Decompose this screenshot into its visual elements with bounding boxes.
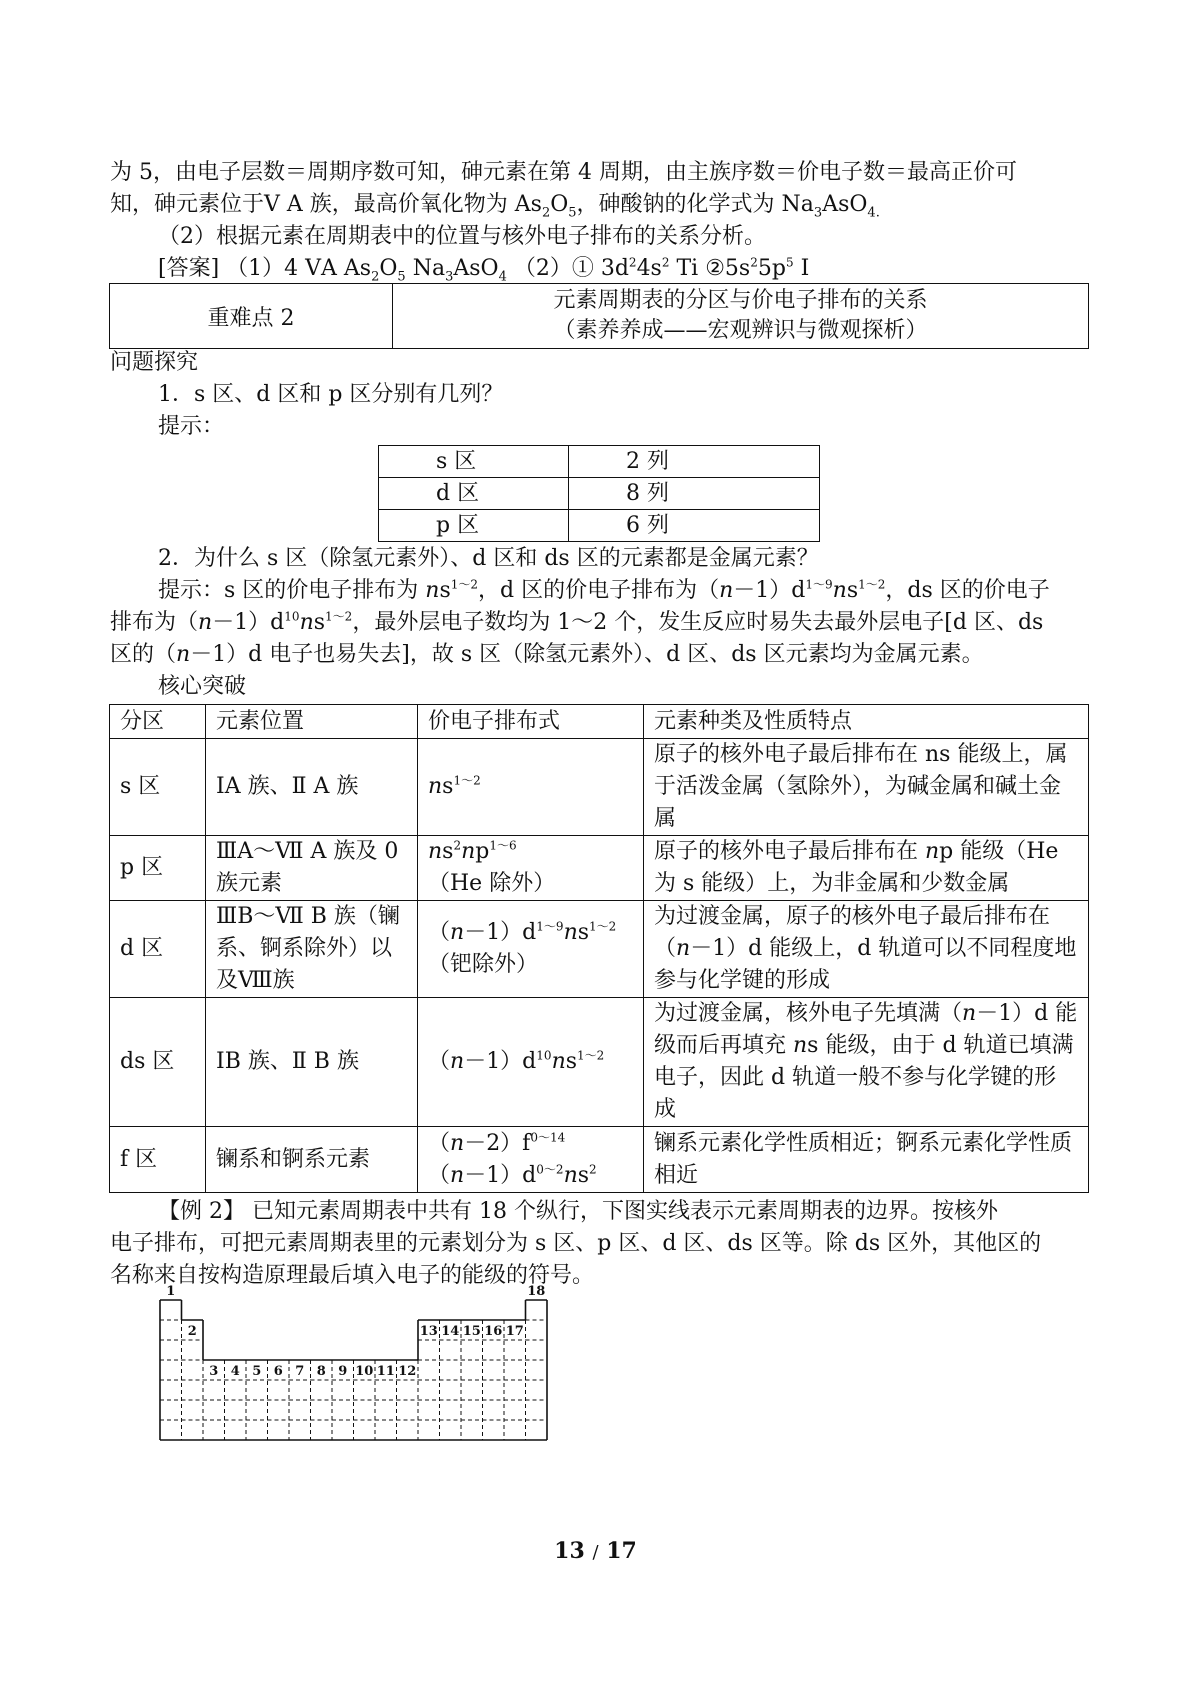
cell-config: $ns^{1\sim 2}$ [418,739,644,836]
table-row [379,478,820,510]
table-row [110,1127,1089,1193]
cell-zone: d 区 [110,901,206,998]
column-label: 18 [527,1284,546,1299]
header-position: 元素位置 [206,705,418,739]
para-line-1: 为 5，由电子层数＝周期序数可知，砷元素在第 4 周期，由主族序数＝价电子数＝最高正价可 [110,160,1017,185]
cell-desc: 镧系元素化学性质相近；锕系元素化学性质相近 [644,1127,1089,1193]
column-label: 12 [398,1364,417,1379]
cell-position: ⅠB 族、Ⅱ B 族 [206,998,418,1127]
cell-desc: 为过渡金属，原子的核外电子最后排布在（n－1）d 能级上，d 轨道可以不同程度地参与化学键的形成 [644,901,1089,998]
cell-zone: p 区 [110,836,206,901]
hint-zone: s 区 [379,446,569,478]
column-label: 8 [316,1364,326,1379]
column-label: 2 [187,1324,197,1339]
periodic-table-labels [166,1284,545,1379]
column-label: 13 [419,1324,438,1339]
column-label: 3 [209,1364,219,1379]
page-total: 17 [606,1538,637,1564]
question-1: 1．s 区、d 区和 p 区分别有几列？ [158,382,504,407]
page-number [0,1538,1191,1564]
cell-config: $(n-1)d^{10}ns^{1\sim 2}$ [418,998,644,1127]
page-separator: / [592,1542,599,1563]
example-line-3: 名称来自按构造原理最后填入电子的能级的符号。 [110,1263,595,1288]
example-line-2: 电子排布，可把元素周期表里的元素划分为 s 区、p 区、d 区、ds 区等。除 ds 区外，其他区的 [110,1231,1042,1256]
column-label: 14 [441,1324,460,1339]
cell-config: $ns^2np^{1\sim 6}(He$ 除外） [418,836,644,901]
header-desc: 元素种类及性质特点 [644,705,1089,739]
para-line-3: （2）根据元素在周期表中的位置与核外电子排布的关系分析。 [158,224,766,249]
header-zone: 分区 [110,705,206,739]
para-line-2: 知，砷元素位于Ⅴ A 族，最高价氧化物为 $As_2O_5$，砷酸钠的化学式为 $Na_3AsO_{4.}$ [110,192,880,221]
answer-line: [答案] （1）4 ⅤA $As_2O_5$ $Na_3AsO_4$ （2）① $3d^24s^2$ Ti $②5s^25p^5$ I [158,255,810,285]
cell-config: $(n-2)f^{0\sim 14}$ $(n-1)d^{0\sim 2}ns^2$ [418,1127,644,1193]
cell-zone: f 区 [110,1127,206,1193]
column-label: 11 [376,1364,395,1379]
cell-position: 镧系和锕系元素 [206,1127,418,1193]
column-label: 6 [273,1364,283,1379]
cell-zone: ds 区 [110,998,206,1127]
hint-zone: p 区 [379,510,569,542]
column-label: 9 [338,1364,348,1379]
periodic-table-figure [150,1280,570,1460]
answer-2-line-2: 排布为$(n-1)d^{10}ns^{1\sim 2}$，最外层电子数均为 1～2 个，发生反应时易失去最外层电子[d 区、ds [110,609,1044,635]
topic-label: 重难点 2 [110,284,393,349]
cell-desc: 原子的核外电子最后排布在 ns 能级上，属于活泼金属（氢除外），为碱金属和碱土金属 [644,739,1089,836]
cell-desc: 为过渡金属，核外电子先填满（n－1）d 能级而后再填充 ns 能级，由于 d 轨道已填满电子，因此 d 轨道一般不参与化学键的形成 [644,998,1089,1127]
table-row [110,739,1089,836]
table-header-row [110,705,1089,739]
cell-zone: s 区 [110,739,206,836]
hint-label: 提示： [158,414,225,439]
cell-position: ⅠA 族、Ⅱ A 族 [206,739,418,836]
cell-position: ⅢA～Ⅶ A 族及 0 族元素 [206,836,418,901]
page-current: 13 [554,1538,585,1564]
core-table [109,704,1089,1193]
answer-2-line-3: 区的（n－1）d 电子也易失去]，故 s 区（除氢元素外）、d 区、ds 区元素均为金属元素。 [110,642,984,667]
topic-box [109,283,1089,349]
cell-config: $(n-1)d^{1\sim 9}ns^{1\sim 2}$（钯除外） [418,901,644,998]
cell-desc: 原子的核外电子最后排布在 np 能级（He 为 s 能级）上，为非金属和少数金属 [644,836,1089,901]
column-label: 15 [462,1324,481,1339]
topic-title: 元素周期表的分区与价电子排布的关系 [553,288,928,313]
answer-2-line-1: 提示：s 区的价电子排布为 $ns^{1\sim 2}$，d 区的价电子排布为$(n-1)d^{1\sim 9}ns^{1\sim 2}$，ds 区的价电子 [158,577,1050,603]
hint-cols: 2 列 [569,446,820,478]
hint-cols: 8 列 [569,478,820,510]
table-row [379,510,820,542]
hint-cols: 6 列 [569,510,820,542]
table-row [110,998,1089,1127]
example-line-1: 【例 2】 已知元素周期表中共有 18 个纵行，下图实线表示元素周期表的边界。按核外 [158,1199,998,1224]
explore-heading: 问题探究 [110,350,199,375]
table-row [110,836,1089,901]
question-2: 2．为什么 s 区（除氢元素外）、d 区和 ds 区的元素都是金属元素？ [158,546,819,571]
cell-position: ⅢB～Ⅶ B 族（镧系、锕系除外）以及Ⅷ族 [206,901,418,998]
column-label: 4 [230,1364,240,1379]
table-row [110,901,1089,998]
column-label: 5 [252,1364,262,1379]
column-label: 10 [355,1364,374,1379]
column-label: 17 [505,1324,524,1339]
column-label: 7 [295,1364,305,1379]
column-label: 16 [484,1324,503,1339]
hint-zone: d 区 [379,478,569,510]
core-heading: 核心突破 [158,674,247,699]
column-label: 1 [166,1284,176,1299]
table-row [379,446,820,478]
hint-table [378,445,820,542]
header-config: 价电子排布式 [418,705,644,739]
topic-title-cell [393,284,1089,349]
topic-subtitle: （素养养成——宏观辨识与微观探析） [553,318,928,343]
